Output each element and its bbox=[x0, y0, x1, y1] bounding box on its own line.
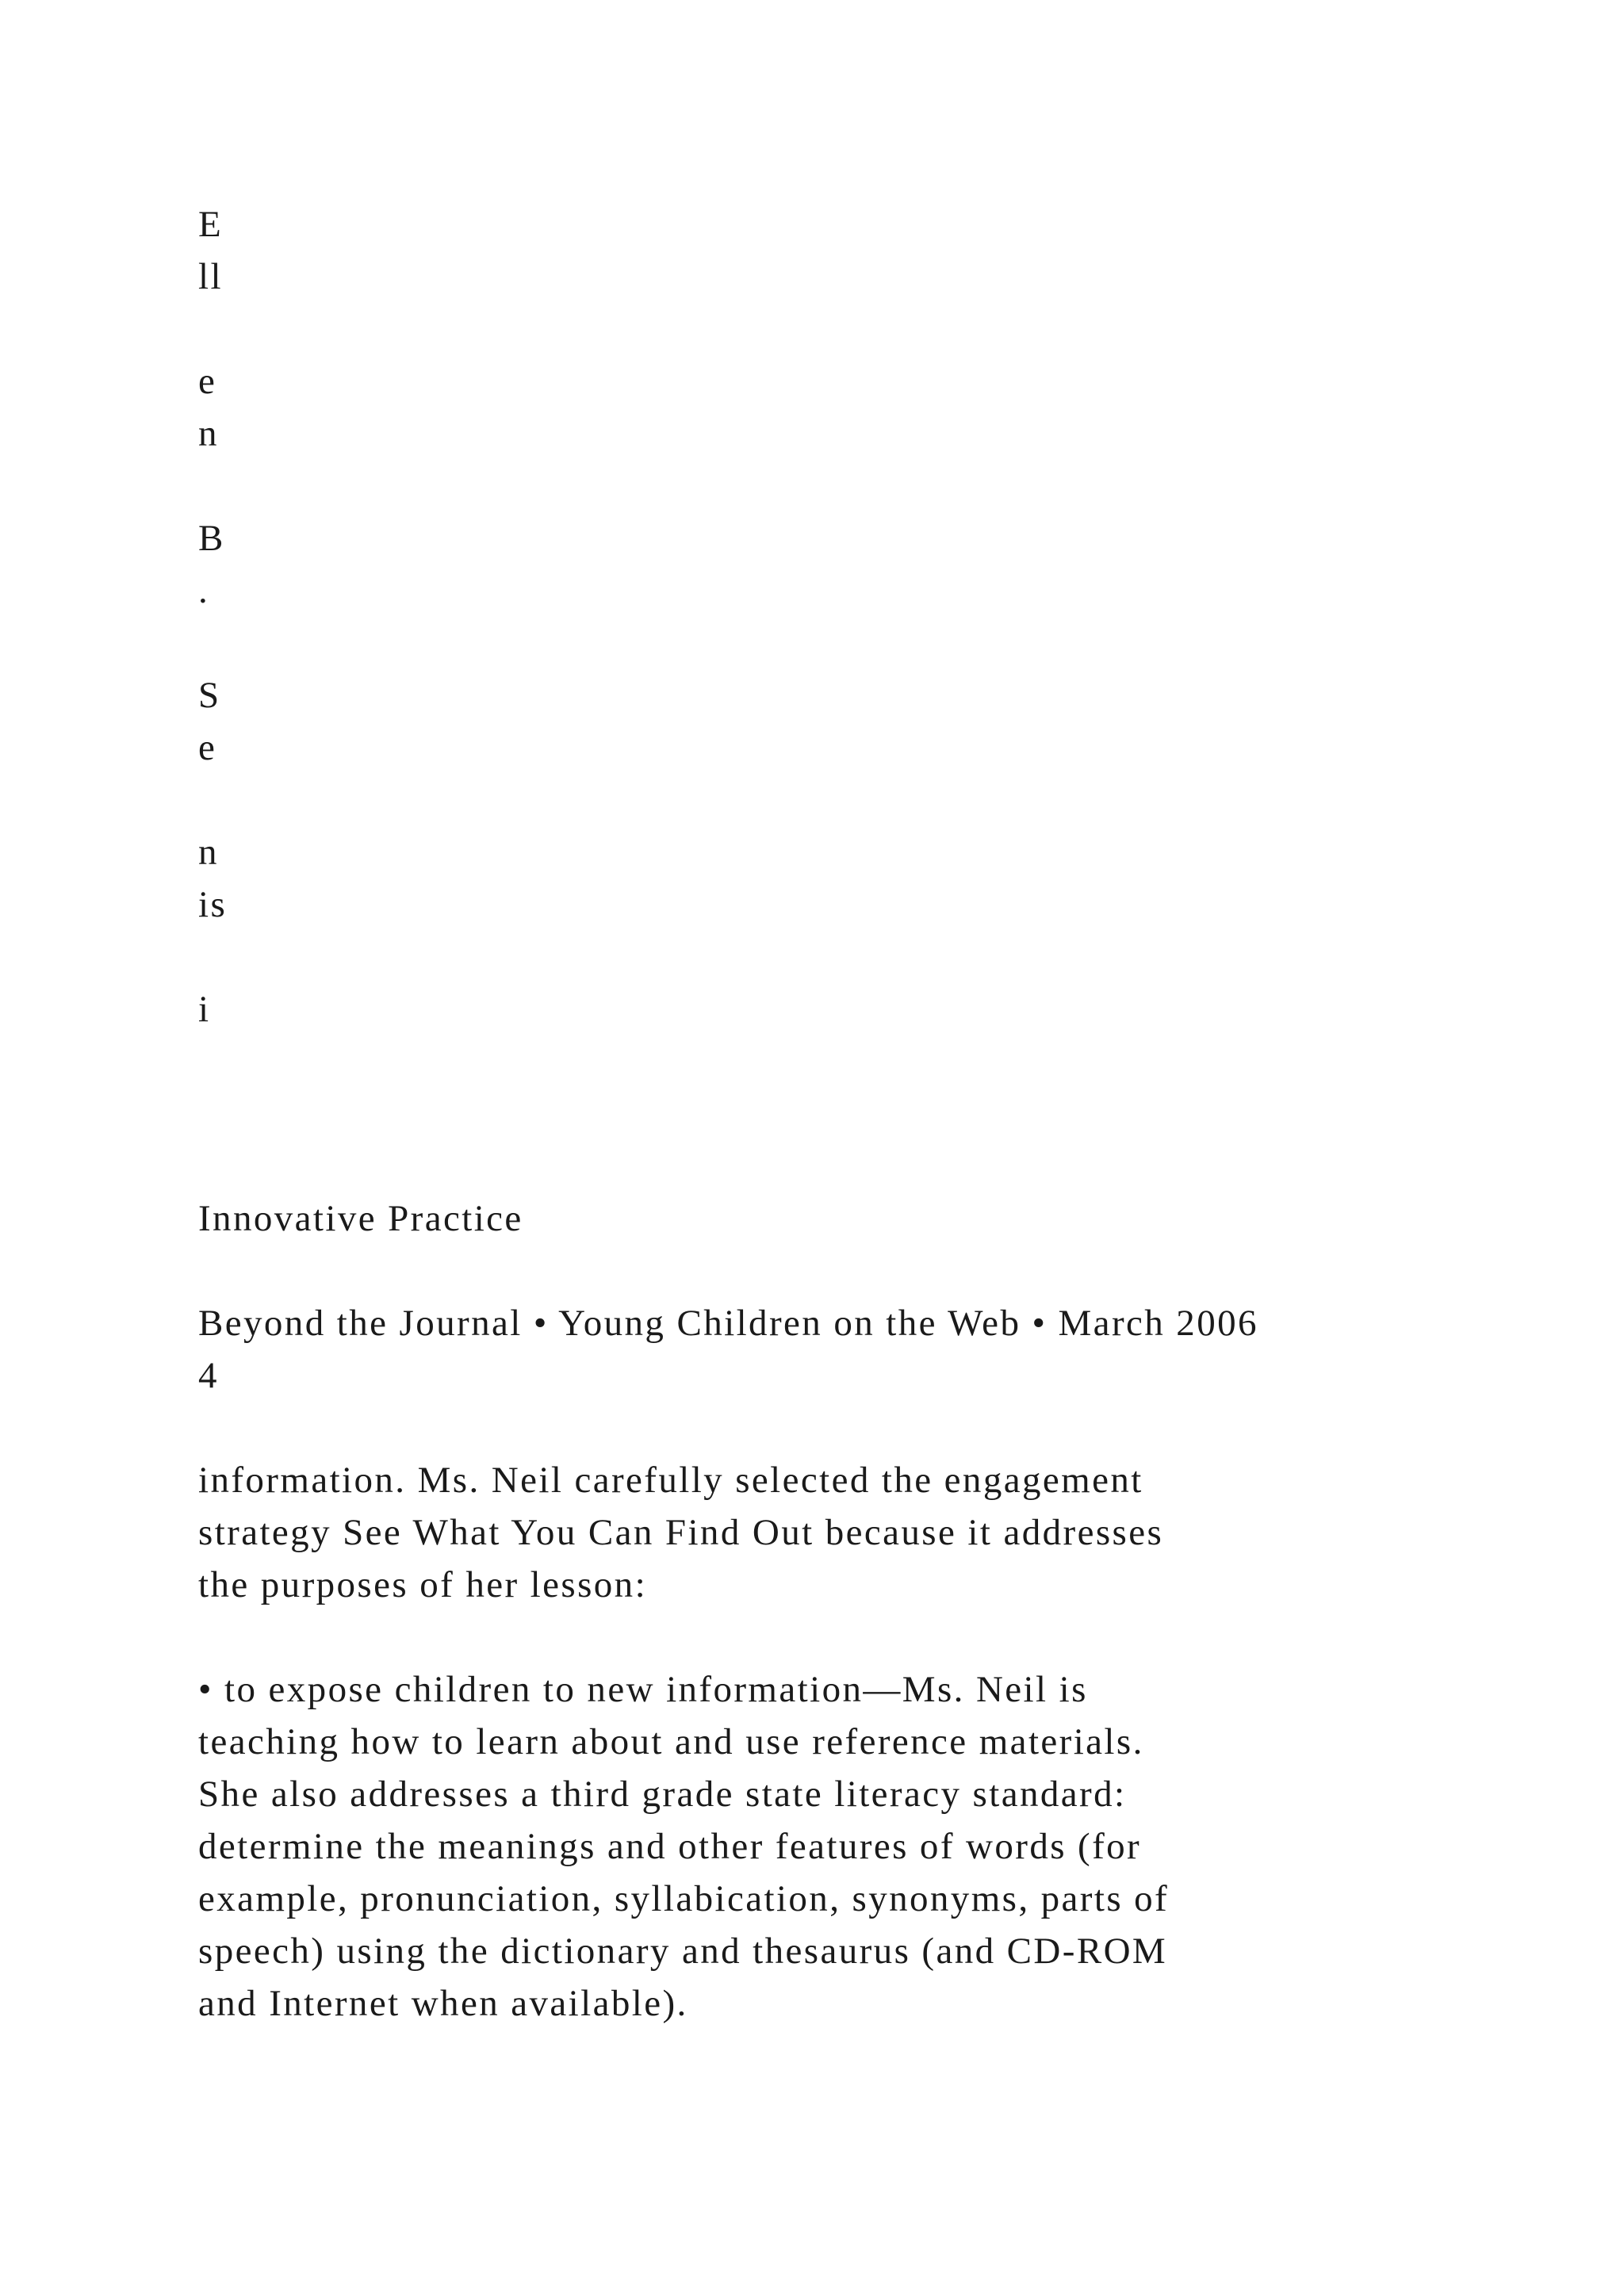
section-label: Innovative Practice bbox=[198, 1198, 523, 1239]
bullet-line: • to expose children to new information—Ms. Neil is bbox=[198, 1669, 1088, 1710]
side-text-fragment: E bbox=[198, 204, 224, 245]
side-text-fragment: S bbox=[198, 675, 221, 716]
side-text-fragment: . bbox=[198, 570, 210, 611]
running-header: Beyond the Journal • Young Children on the Web • March 2006 bbox=[198, 1303, 1258, 1344]
side-text-fragment: i bbox=[198, 989, 211, 1030]
body-line: example, pronunciation, syllabication, synonyms, parts of bbox=[198, 1878, 1170, 1919]
body-line: determine the meanings and other features of words (for bbox=[198, 1826, 1142, 1867]
side-text-fragment: n bbox=[198, 413, 219, 454]
body-line: teaching how to learn about and use reference materials. bbox=[198, 1721, 1144, 1762]
side-text-fragment: e bbox=[198, 727, 217, 768]
body-line: the purposes of her lesson: bbox=[198, 1564, 648, 1605]
page-number: 4 bbox=[198, 1355, 219, 1396]
body-line: strategy See What You Can Find Out because it addresses bbox=[198, 1512, 1164, 1553]
side-text-fragment: e bbox=[198, 361, 217, 402]
side-text-fragment: ll bbox=[198, 256, 223, 297]
body-line: information. Ms. Neil carefully selected the engagement bbox=[198, 1460, 1143, 1501]
side-text-fragment: n bbox=[198, 832, 219, 873]
body-line: She also addresses a third grade state literacy standard: bbox=[198, 1774, 1127, 1815]
body-line: and Internet when available). bbox=[198, 1983, 688, 2024]
side-text-fragment: is bbox=[198, 884, 228, 925]
body-line: speech) using the dictionary and thesaurus (and CD-ROM bbox=[198, 1931, 1168, 1972]
side-text-fragment: B bbox=[198, 518, 225, 559]
